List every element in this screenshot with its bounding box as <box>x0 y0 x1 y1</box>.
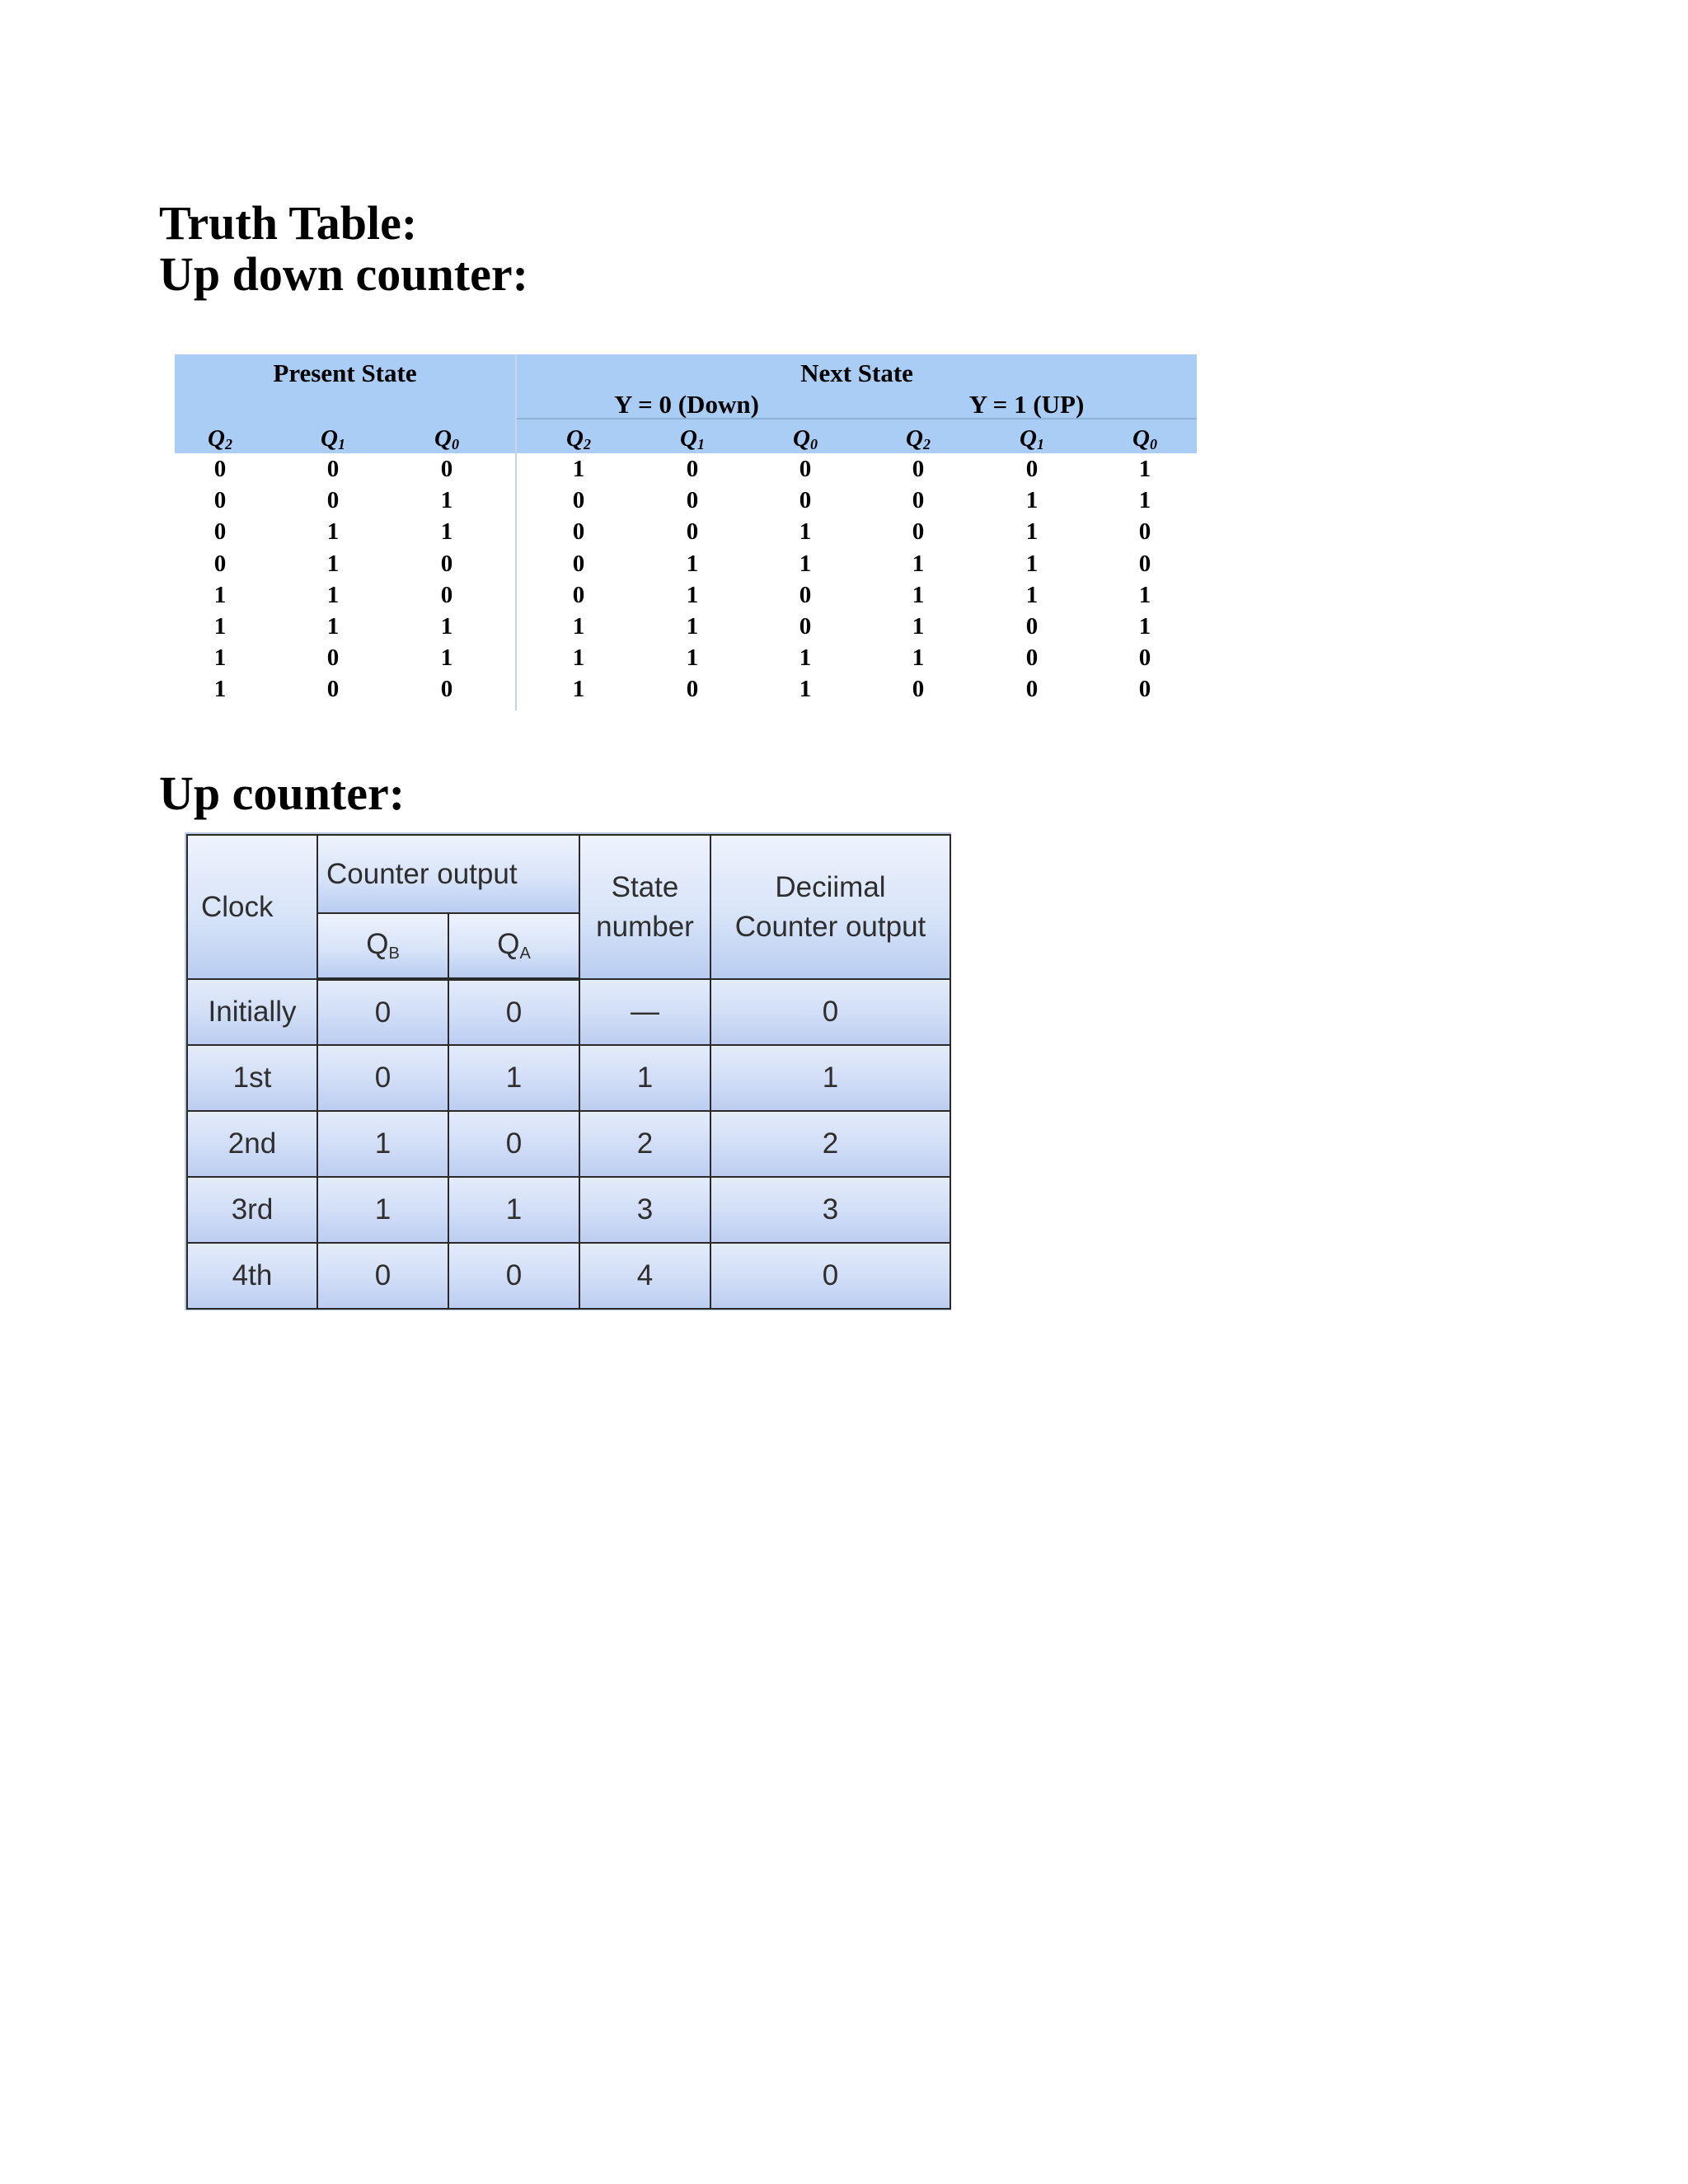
bit-cell: 0 <box>1138 550 1151 577</box>
column-header: $Q_2$ <box>906 425 931 452</box>
state-column <box>418 424 476 705</box>
bit-cell: 0 <box>326 487 340 514</box>
bit-cell: 1 <box>440 518 453 546</box>
table-row <box>187 1111 950 1177</box>
bit-cell: 1 <box>572 644 585 672</box>
column-header: $Q_0$ <box>793 425 818 452</box>
state-column <box>663 424 721 705</box>
state-number-cell: 1 <box>579 1045 710 1111</box>
bit-cell: 0 <box>440 581 453 608</box>
bit-cell: 1 <box>213 676 227 703</box>
bit-cell: 0 <box>326 676 340 703</box>
column-header: $Q_1$ <box>321 425 345 452</box>
table-row <box>187 1177 950 1243</box>
bit-cell: 1 <box>912 612 925 640</box>
clock-cell: 2nd <box>187 1111 317 1177</box>
bit-cell: 1 <box>686 612 699 640</box>
bit-cell: 1 <box>440 612 453 640</box>
bit-cell: 1 <box>213 612 227 640</box>
qa-cell: 1 <box>448 1045 579 1111</box>
bit-cell: 1 <box>1025 518 1039 546</box>
bit-cell: 0 <box>799 487 812 514</box>
bit-cell: 0 <box>440 676 453 703</box>
bit-cell: 1 <box>686 550 699 577</box>
bit-cell: 1 <box>1025 487 1039 514</box>
bit-cell: 0 <box>213 550 227 577</box>
state-number-header: State number <box>579 835 710 979</box>
qb-cell: 0 <box>317 1243 448 1309</box>
qa-cell: 0 <box>448 1111 579 1177</box>
bit-cell: 1 <box>799 550 812 577</box>
bit-cell: 1 <box>440 644 453 672</box>
down-mode-header: Y = 0 (Down) <box>614 390 759 419</box>
bit-cell: 0 <box>326 644 340 672</box>
bit-cell: 0 <box>572 550 585 577</box>
bit-cell: 0 <box>1025 456 1039 482</box>
bit-cell: 1 <box>686 581 699 608</box>
qa-cell: 0 <box>448 979 579 1045</box>
state-column <box>1116 424 1174 705</box>
bit-cell: 1 <box>799 518 812 546</box>
bit-cell: 0 <box>799 456 812 482</box>
state-column <box>304 424 362 705</box>
state-column <box>889 424 947 705</box>
bit-cell: 1 <box>1138 456 1151 482</box>
column-header: $Q_2$ <box>208 425 232 452</box>
bit-cell: 1 <box>213 644 227 672</box>
qb-cell: 1 <box>317 1111 448 1177</box>
bit-cell: 0 <box>1138 518 1151 546</box>
state-number-cell: 3 <box>579 1177 710 1243</box>
up-counter-table <box>186 834 950 1309</box>
clock-cell: 3rd <box>187 1177 317 1243</box>
qb-header: QB <box>317 913 448 979</box>
bit-cell: 0 <box>799 612 812 640</box>
clock-cell: 4th <box>187 1243 317 1309</box>
bit-cell: 1 <box>1025 581 1039 608</box>
counter-output-header: Counter output <box>317 835 579 913</box>
up-down-counter-heading: Up down counter: <box>159 247 528 301</box>
bit-cell: 1 <box>572 676 585 703</box>
present-state-header: Present State <box>273 359 417 387</box>
bit-cell: 0 <box>572 518 585 546</box>
state-column <box>550 424 607 705</box>
bit-cell: 1 <box>686 644 699 672</box>
column-header: $Q_1$ <box>1020 425 1044 452</box>
bit-cell: 0 <box>912 487 925 514</box>
table-row <box>187 1243 950 1309</box>
bit-cell: 0 <box>912 676 925 703</box>
bit-cell: 1 <box>572 612 585 640</box>
state-column <box>191 424 249 705</box>
up-mode-header: Y = 1 (UP) <box>968 390 1085 419</box>
clock-header: Clock <box>187 835 317 979</box>
bit-cell: 0 <box>686 518 699 546</box>
bit-cell: 0 <box>572 487 585 514</box>
bit-cell: 1 <box>912 581 925 608</box>
column-header: $Q_0$ <box>434 425 459 452</box>
state-number-cell: — <box>579 979 710 1045</box>
up-counter-heading: Up counter: <box>159 766 406 820</box>
bit-cell: 1 <box>1138 612 1151 640</box>
bit-cell: 1 <box>1138 487 1151 514</box>
qb-cell: 1 <box>317 1177 448 1243</box>
bit-cell: 0 <box>912 518 925 546</box>
qa-header: QA <box>448 913 579 979</box>
up-counter-body <box>187 979 950 1309</box>
clock-cell: 1st <box>187 1045 317 1111</box>
bit-cell: 0 <box>686 456 699 482</box>
column-header: $Q_0$ <box>1132 425 1157 452</box>
bit-cell: 1 <box>1025 550 1039 577</box>
decimal-counter-output-header: Deciimal Counter output <box>710 835 950 979</box>
qa-cell: 1 <box>448 1177 579 1243</box>
truth-table-heading: Truth Table: <box>159 196 418 250</box>
bit-cell: 1 <box>572 456 585 482</box>
bit-cell: 1 <box>326 518 340 546</box>
decimal-output-cell: 0 <box>710 1243 950 1309</box>
bit-cell: 1 <box>326 550 340 577</box>
bit-cell: 0 <box>440 456 453 482</box>
bit-cell: 0 <box>1025 644 1039 672</box>
table-row <box>187 979 950 1045</box>
bit-cell: 0 <box>572 581 585 608</box>
bit-cell: 1 <box>440 487 453 514</box>
state-column <box>776 424 834 705</box>
up-down-counter-table <box>175 354 1197 710</box>
qa-cell: 0 <box>448 1243 579 1309</box>
bit-cell: 1 <box>1138 581 1151 608</box>
column-header: $Q_1$ <box>680 425 705 452</box>
next-state-header: Next State <box>800 359 913 387</box>
decimal-output-cell: 3 <box>710 1177 950 1243</box>
bit-cell: 0 <box>213 456 227 482</box>
qb-cell: 0 <box>317 1045 448 1111</box>
bit-cell: 1 <box>213 581 227 608</box>
bit-cell: 0 <box>440 550 453 577</box>
bit-cell: 0 <box>912 456 925 482</box>
decimal-output-cell: 1 <box>710 1045 950 1111</box>
bit-cell: 0 <box>799 581 812 608</box>
bit-cell: 0 <box>1138 644 1151 672</box>
state-number-cell: 2 <box>579 1111 710 1177</box>
bit-cell: 1 <box>799 644 812 672</box>
bit-cell: 0 <box>1138 676 1151 703</box>
state-number-cell: 4 <box>579 1243 710 1309</box>
bit-cell: 0 <box>1025 676 1039 703</box>
clock-cell: Initially <box>187 979 317 1045</box>
qb-cell: 0 <box>317 979 448 1045</box>
table-row <box>187 1045 950 1111</box>
bit-cell: 1 <box>912 644 925 672</box>
bit-cell: 0 <box>326 456 340 482</box>
bit-cell: 0 <box>686 487 699 514</box>
bit-cell: 1 <box>326 612 340 640</box>
bit-cell: 0 <box>213 518 227 546</box>
column-header: $Q_2$ <box>566 425 591 452</box>
decimal-output-cell: 0 <box>710 979 950 1045</box>
decimal-output-cell: 2 <box>710 1111 950 1177</box>
bit-cell: 0 <box>213 487 227 514</box>
bit-cell: 1 <box>799 676 812 703</box>
bit-cell: 1 <box>912 550 925 577</box>
bit-cell: 0 <box>686 676 699 703</box>
bit-cell: 0 <box>1025 612 1039 640</box>
bit-cell: 1 <box>326 581 340 608</box>
state-column <box>1003 424 1061 705</box>
